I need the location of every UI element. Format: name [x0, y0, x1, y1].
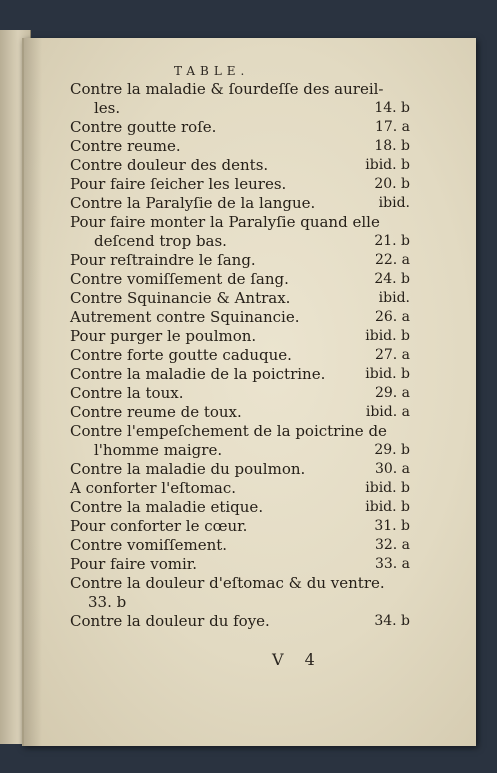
entry-page-ref: 29. b — [374, 442, 410, 458]
entry-text: Contre l'empeſchement de la poictrine de — [70, 422, 387, 440]
page-gutter — [24, 38, 42, 746]
table-entry — [70, 213, 410, 232]
entry-page-ref: 33. a — [374, 556, 410, 572]
entry-text: Contre la maladie & ſourdeſſe des aureil- — [70, 80, 384, 98]
table-entry — [70, 346, 410, 365]
entry-text: Pour purger le poulmon. — [70, 327, 257, 345]
table-entry — [70, 327, 410, 346]
entry-page-ref: 18. b — [374, 138, 410, 154]
entry-page-ref: 21. b — [374, 233, 410, 249]
table-entry — [70, 498, 410, 517]
table-entry — [70, 384, 410, 403]
entry-page-ref: 27. a — [374, 347, 410, 363]
table-entry — [70, 232, 410, 251]
table-entry — [70, 460, 410, 479]
entry-text: deſcend trop bas. — [94, 232, 227, 250]
entry-text: l'homme maigre. — [94, 441, 223, 459]
table-entry — [70, 175, 410, 194]
table-entry — [70, 118, 410, 137]
table-entry — [70, 80, 410, 99]
entry-text: Autrement contre Squinancie. — [70, 308, 300, 326]
table-entry — [70, 517, 410, 536]
entry-text: Contre la douleur du foye. — [70, 612, 270, 630]
entry-text: Contre la Paralyſie de la langue. — [70, 194, 316, 212]
entry-page-ref: 26. a — [374, 309, 410, 325]
entry-text: les. — [94, 99, 121, 117]
entry-page-ref: 20. b — [374, 176, 410, 192]
table-entry — [70, 289, 410, 308]
entry-page-ref: ibid. b — [365, 328, 410, 344]
entry-text: Contre goutte roſe. — [70, 118, 217, 136]
entry-page-ref: ibid. b — [365, 499, 410, 515]
entry-text: 33. b — [88, 593, 127, 611]
table-entry — [70, 365, 410, 384]
entry-page-ref: ibid. b — [365, 157, 410, 173]
entry-text: Contre reume de toux. — [70, 403, 242, 421]
entry-text: Contre Squinancie & Antrax. — [70, 289, 291, 307]
entry-page-ref: 32. a — [374, 537, 410, 553]
table-entry — [70, 593, 410, 612]
table-entry — [70, 536, 410, 555]
entry-page-ref: 31. b — [374, 518, 410, 534]
entry-page-ref: 17. a — [374, 119, 410, 135]
table-entry — [70, 251, 410, 270]
right-page — [22, 38, 476, 746]
entry-text: Pour faire ſeicher les leures. — [70, 175, 287, 193]
entry-text: Contre la maladie de la poictrine. — [70, 365, 326, 383]
page-header: TABLE. — [174, 64, 250, 78]
table-entry — [70, 555, 410, 574]
table-entry — [70, 270, 410, 289]
entry-text: Contre la maladie etique. — [70, 498, 264, 516]
entry-text: A conforter l'eſtomac. — [70, 479, 237, 497]
entry-text: Pour faire monter la Paralyſie quand elle — [70, 213, 380, 231]
entry-text: Pour reſtraindre le ſang. — [70, 251, 256, 269]
entry-text: Contre la toux. — [70, 384, 184, 402]
entry-text: Contre douleur des dents. — [70, 156, 269, 174]
entry-page-ref: 22. a — [374, 252, 410, 268]
entry-page-ref: 30. a — [374, 461, 410, 477]
table-entry — [70, 156, 410, 175]
table-entry — [70, 403, 410, 422]
table-entry — [70, 99, 410, 118]
entry-text: Contre vomiſſement. — [70, 536, 228, 554]
table-entry — [70, 308, 410, 327]
entry-text: Pour conforter le cœur. — [70, 517, 248, 535]
entry-page-ref: ibid. — [378, 290, 410, 306]
entry-page-ref: 24. b — [374, 271, 410, 287]
entry-text: Pour faire vomir. — [70, 555, 198, 573]
entry-text: Contre forte goutte caduque. — [70, 346, 292, 364]
entry-text: Contre vomiſſement de ſang. — [70, 270, 289, 288]
entry-page-ref: ibid. b — [365, 480, 410, 496]
entry-page-ref: ibid. a — [365, 404, 410, 420]
entry-page-ref: 34. b — [374, 613, 410, 629]
entry-text: Contre la douleur d'eſtomac & du ventre. — [70, 574, 385, 592]
entry-text: Contre la maladie du poulmon. — [70, 460, 306, 478]
entry-text: Contre reume. — [70, 137, 181, 155]
entry-page-ref: 29. a — [374, 385, 410, 401]
table-entry — [70, 422, 410, 441]
table-entry — [70, 194, 410, 213]
entry-page-ref: ibid. — [378, 195, 410, 211]
table-entry — [70, 479, 410, 498]
table-entry — [70, 574, 410, 593]
entry-page-ref: 14. b — [374, 100, 410, 116]
table-entry — [70, 441, 410, 460]
table-entry — [70, 612, 410, 631]
entry-page-ref: ibid. b — [365, 366, 410, 382]
table-entry — [70, 137, 410, 156]
signature-mark: V 4 — [272, 650, 323, 669]
table-entries — [70, 80, 410, 631]
